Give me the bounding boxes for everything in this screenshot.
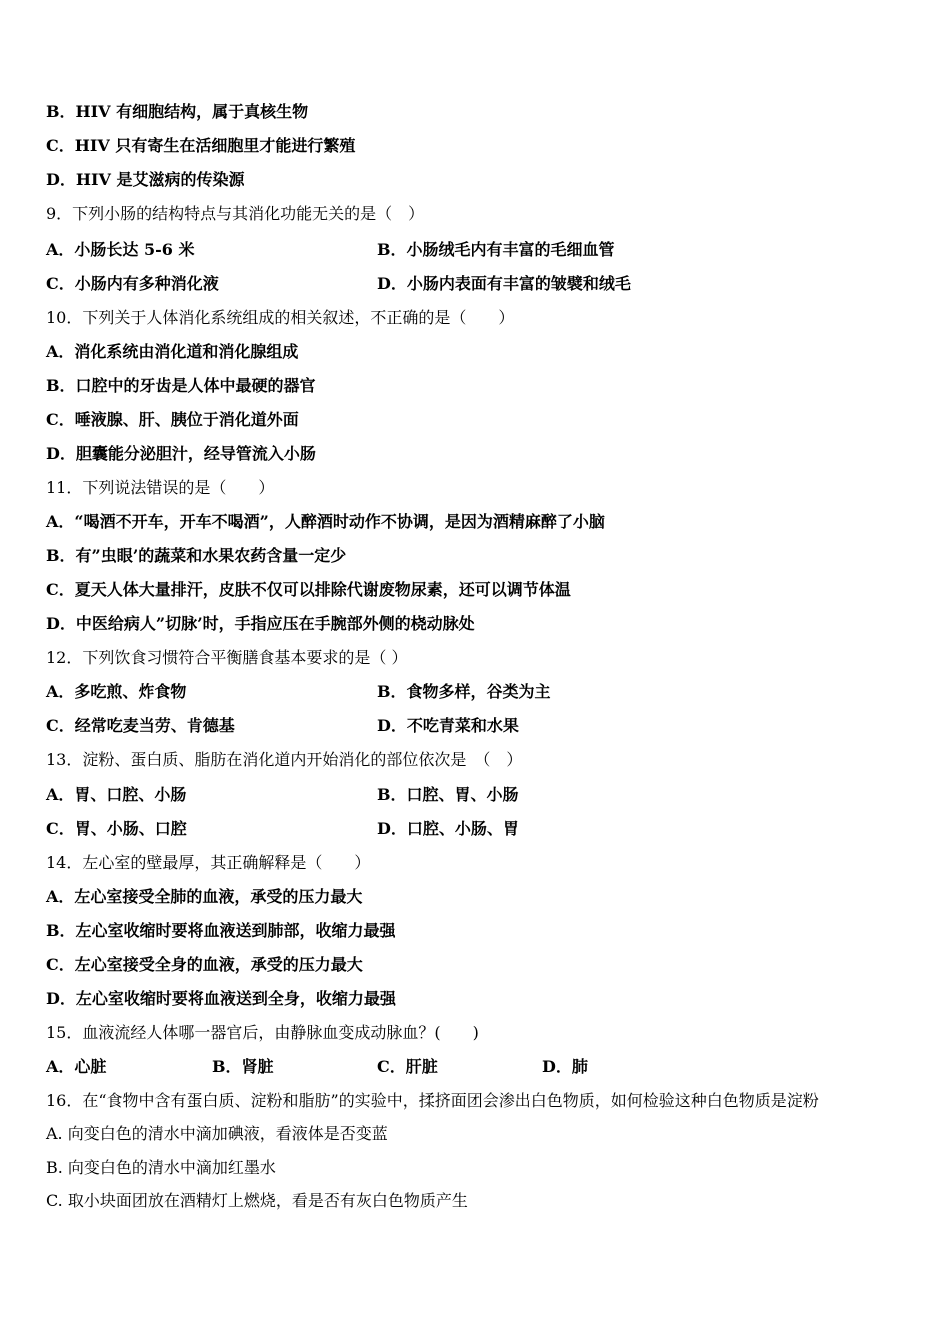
q11-option-a: A．“喝酒不开车，开车不喝酒”，人醉酒时动作不协调，是因为酒精麻醉了小脑: [46, 512, 605, 531]
q8-option-b: B．HIV 有细胞结构，属于真核生物: [46, 102, 309, 121]
q13-option-b: B．口腔、胃、小肠: [377, 785, 519, 804]
q9-option-a: A．小肠长达 5-6 米: [46, 240, 195, 259]
q10-option-c: C．唾液腺、肝、胰位于消化道外面: [46, 410, 299, 429]
q8-option-d: D．HIV 是艾滋病的传染源: [46, 170, 245, 189]
q12-option-d: D．不吃青菜和水果: [377, 716, 519, 735]
q15-stem: 15．血液流经人体哪一器官后，由静脉血变成动脉血？( ): [46, 1023, 479, 1042]
q13-option-c: C．胃、小肠、口腔: [46, 819, 187, 838]
q14-option-b: B．左心室收缩时要将血液送到肺部，收缩力最强: [46, 921, 396, 940]
q12-option-a: A．多吃煎、炸食物: [46, 682, 187, 701]
q11-option-b: B．有”虫眼’的蔬菜和水果农药含量一定少: [46, 546, 347, 565]
q14-option-d: D．左心室收缩时要将血液送到全身，收缩力最强: [46, 989, 396, 1008]
q12-stem: 12．下列饮食习惯符合平衡膳食基本要求的是（ ）: [46, 648, 408, 667]
q15-option-c: C．肝脏: [377, 1057, 438, 1076]
q13-stem: 13．淀粉、蛋白质、脂肪在消化道内开始消化的部位依次是 （ ）: [46, 750, 523, 769]
q13-option-d: D．口腔、小肠、胃: [377, 819, 519, 838]
q11-option-d: D．中医给病人”切脉’时，手指应压在手腕部外侧的桡动脉处: [46, 614, 475, 633]
q14-option-c: C．左心室接受全身的血液，承受的压力最大: [46, 955, 363, 974]
q12-option-b: B．食物多样，谷类为主: [377, 682, 551, 701]
q9-option-b: B．小肠绒毛内有丰富的毛细血管: [377, 240, 615, 259]
q16-option-a: A. 向变白色的清水中滴加碘液，看液体是否变蓝: [46, 1124, 388, 1143]
q11-option-c: C．夏天人体大量排汗，皮肤不仅可以排除代谢废物尿素，还可以调节体温: [46, 580, 571, 599]
q14-option-a: A．左心室接受全肺的血液，承受的压力最大: [46, 887, 363, 906]
q10-option-d: D．胆囊能分泌胆汁，经导管流入小肠: [46, 444, 316, 463]
q16-option-c: C. 取小块面团放在酒精灯上燃烧，看是否有灰白色物质产生: [46, 1191, 468, 1210]
q14-stem: 14．左心室的壁最厚，其正确解释是（ ）: [46, 853, 371, 872]
q13-option-a: A．胃、口腔、小肠: [46, 785, 187, 804]
q10-stem: 10．下列关于人体消化系统组成的相关叙述，不正确的是（ ）: [46, 308, 515, 327]
q16-stem: 16．在“食物中含有蛋白质、淀粉和脂肪”的实验中，揉挤面团会渗出白色物质，如何检验这种白色物质是淀粉: [46, 1091, 819, 1110]
q15-option-b: B．肾脏: [212, 1057, 274, 1076]
q10-option-b: B．口腔中的牙齿是人体中最硬的器官: [46, 376, 316, 395]
q15-option-a: A．心脏: [46, 1057, 107, 1076]
q10-option-a: A．消化系统由消化道和消化腺组成: [46, 342, 299, 361]
q8-option-c: C．HIV 只有寄生在活细胞里才能进行繁殖: [46, 136, 356, 155]
q15-option-d: D．肺: [542, 1057, 588, 1076]
q9-stem: 9．下列小肠的结构特点与其消化功能无关的是（ ）: [46, 204, 425, 223]
q12-option-c: C．经常吃麦当劳、肯德基: [46, 716, 235, 735]
q16-option-b: B. 向变白色的清水中滴加红墨水: [46, 1158, 276, 1177]
q9-option-d: D．小肠内表面有丰富的皱襞和绒毛: [377, 274, 631, 293]
q11-stem: 11．下列说法错误的是（ ）: [46, 478, 275, 497]
q9-option-c: C．小肠内有多种消化液: [46, 274, 219, 293]
